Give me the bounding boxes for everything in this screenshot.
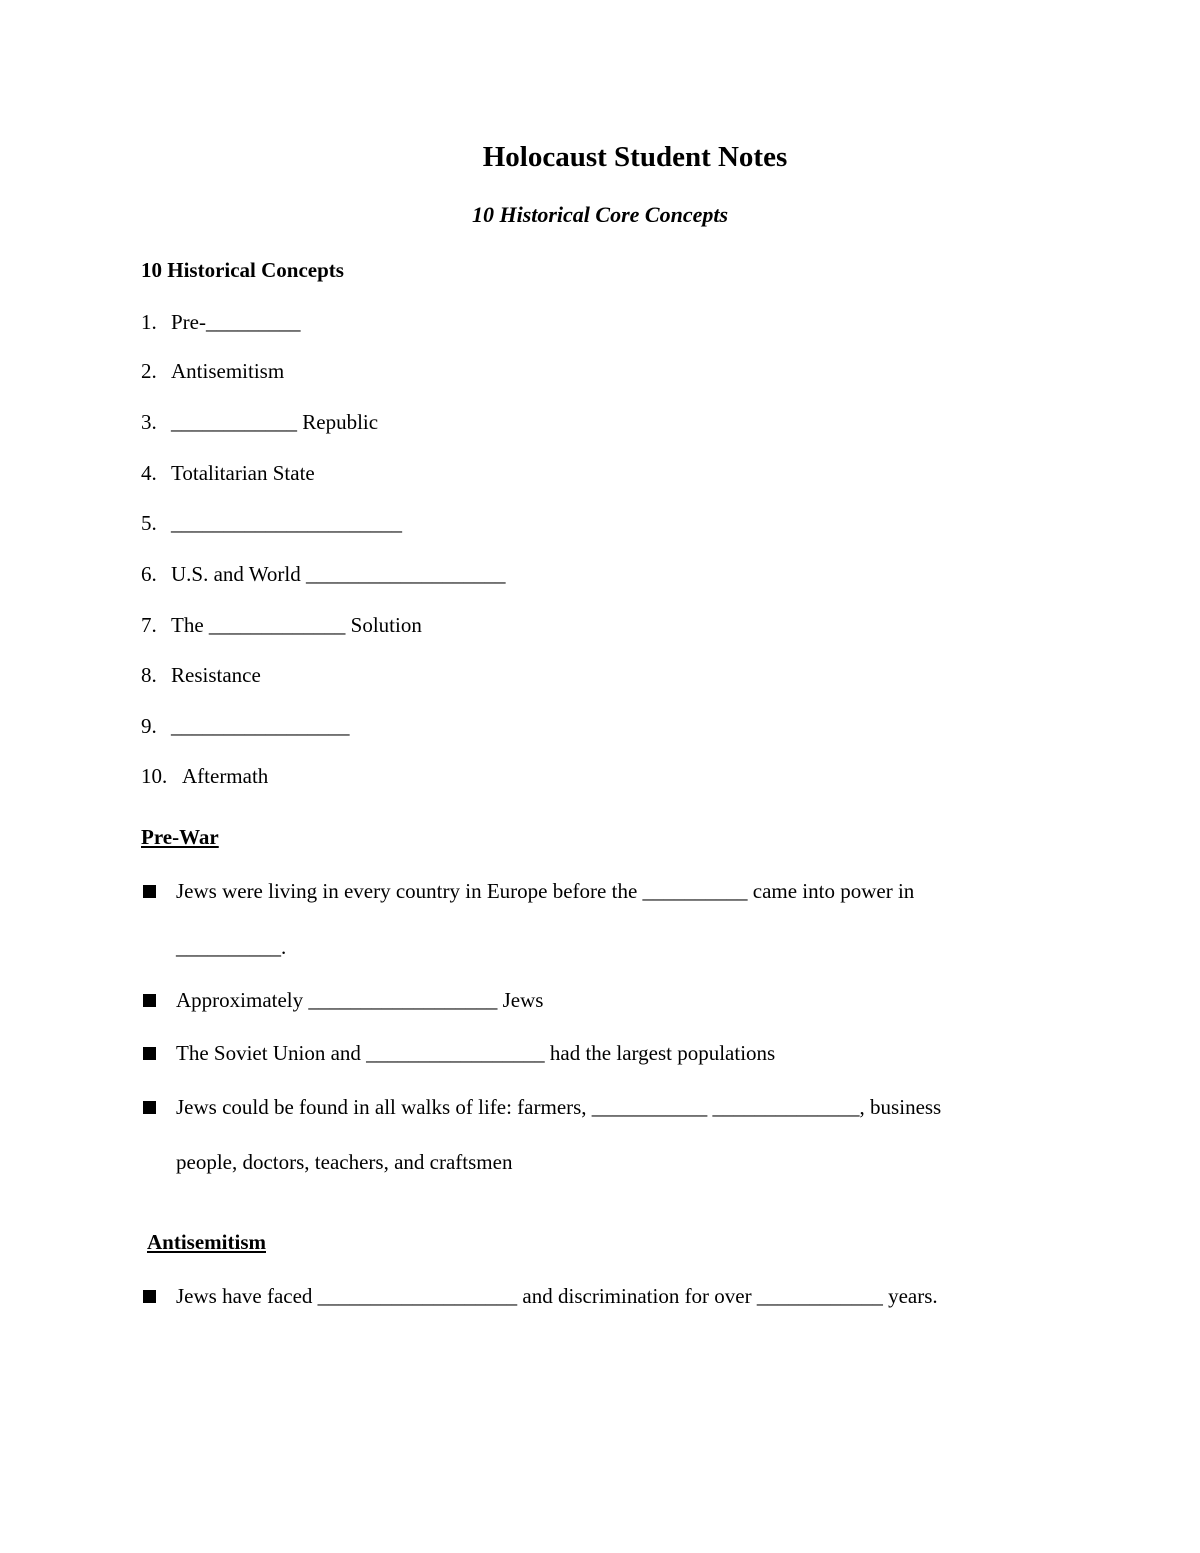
square-bullet-icon — [143, 1047, 156, 1060]
concept-text: Pre-_________ — [171, 310, 301, 334]
concept-number: 4. — [141, 461, 157, 485]
concept-number: 8. — [141, 663, 157, 687]
bullet-text: Jews could be found in all walks of life: farmers, ___________ ______________, business — [176, 1095, 942, 1119]
concept-text: Totalitarian State — [171, 461, 315, 485]
concept-number: 10. — [141, 764, 168, 788]
concept-number: 1. — [141, 310, 157, 334]
square-bullet-icon — [143, 1101, 156, 1114]
concept-item — [141, 613, 422, 638]
concept-text: ____________ Republic — [171, 410, 379, 434]
concept-number: 3. — [141, 410, 157, 434]
bullet-item — [141, 879, 915, 979]
page-subtitle: 10 Historical Core Concepts — [471, 202, 729, 227]
concept-item — [141, 511, 402, 536]
concept-item — [141, 714, 350, 739]
concept-item — [141, 359, 284, 384]
concept-number: 2. — [141, 359, 157, 383]
bullet-item — [141, 1284, 938, 1384]
concept-text: Resistance — [171, 663, 261, 687]
concept-text: ______________________ — [171, 511, 402, 535]
concepts-heading: 10 Historical Concepts — [141, 258, 344, 282]
concept-text: _________________ — [171, 714, 350, 738]
antisemitism-heading: Antisemitism — [147, 1230, 266, 1254]
concept-item — [141, 562, 506, 587]
square-bullet-icon — [143, 994, 156, 1007]
concept-number: 5. — [141, 511, 157, 535]
square-bullet-icon — [143, 885, 156, 898]
bullet-text: Jews were living in every country in Europe before the __________ came into power in — [176, 879, 915, 903]
square-bullet-icon — [143, 1290, 156, 1303]
bullet-text: The Soviet Union and _________________ had the largest populations — [176, 1041, 776, 1065]
concept-item — [141, 663, 261, 688]
concept-text: The _____________ Solution — [171, 613, 422, 637]
concept-item — [141, 410, 378, 435]
concept-number: 7. — [141, 613, 157, 637]
bullet-text-continuation: __________. — [176, 935, 287, 959]
concept-text: Antisemitism — [171, 359, 285, 383]
concept-text: Aftermath — [182, 764, 269, 788]
concept-number: 9. — [141, 714, 157, 738]
page-title: Holocaust Student Notes — [482, 141, 788, 173]
bullet-text-continuation: people, doctors, teachers, and craftsmen — [176, 1150, 513, 1174]
concept-item — [141, 310, 301, 335]
bullet-text: Approximately __________________ Jews — [176, 988, 544, 1012]
bullet-text: Jews have faced ___________________ and discrimination for over ____________ years. — [176, 1284, 938, 1308]
concept-text: U.S. and World ___________________ — [171, 562, 506, 586]
prewar-heading: Pre-War — [141, 825, 219, 849]
concept-item — [141, 764, 268, 789]
concept-item — [141, 461, 315, 486]
concept-number: 6. — [141, 562, 157, 586]
